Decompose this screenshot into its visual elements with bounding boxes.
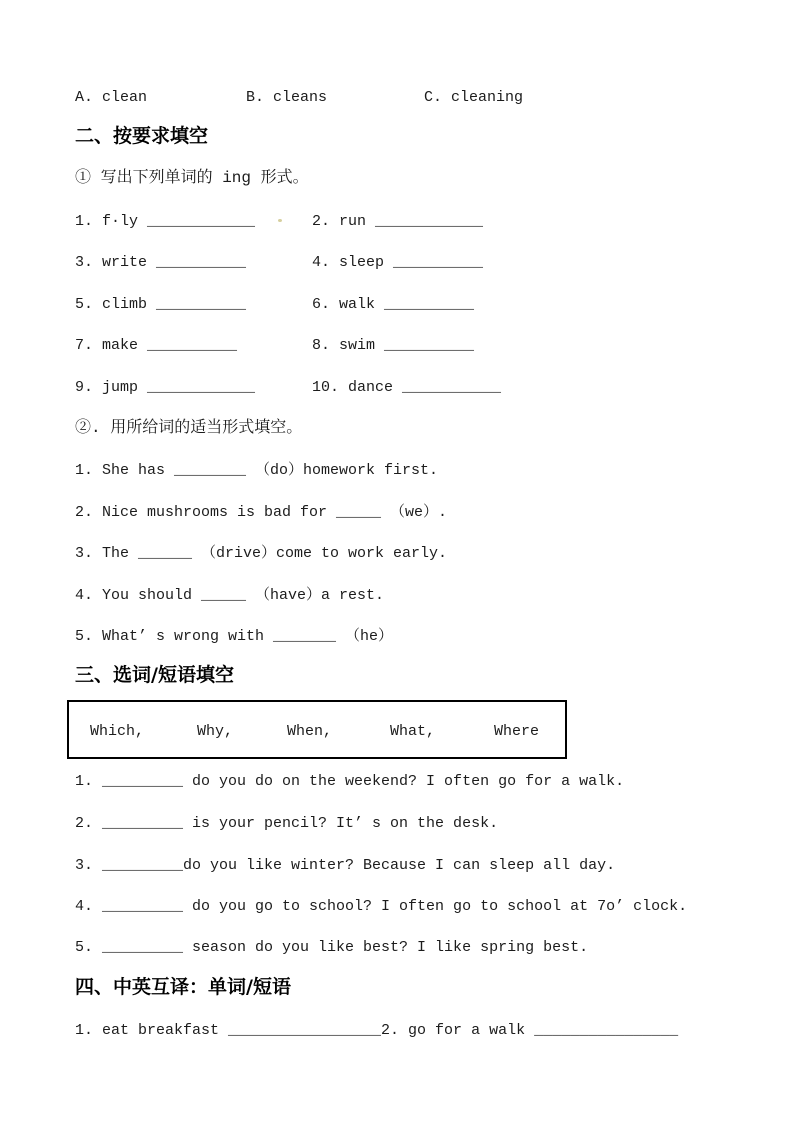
section3-heading: 三、选词/短语填空 xyxy=(75,664,234,686)
ing-item-10: 10. dance ___________ xyxy=(312,379,502,396)
ing-item-6: 6. walk __________ xyxy=(312,296,475,313)
option-a: A. clean xyxy=(75,89,148,106)
word-bank-where: Where xyxy=(494,723,540,740)
section2-part2-instruction: ②. 用所给词的适当形式填空。 xyxy=(75,419,303,437)
fill-item-3: 3. The ______ （drive）come to work early. xyxy=(75,545,448,562)
ing-item-8: 8. swim __________ xyxy=(312,337,475,354)
section2-part1-instruction: ① 写出下列单词的 ing 形式。 xyxy=(75,169,309,187)
section2-heading: 二、按要求填空 xyxy=(75,125,209,147)
choose-item-3: 3. _________do you like winter? Because I can sleep all day. xyxy=(75,857,616,874)
ing-item-1: 1. f·ly ____________ xyxy=(75,213,256,230)
ing-item-2: 2. run ____________ xyxy=(312,213,484,230)
translate-item-1-2: 1. eat breakfast _________________2. go for a walk ________________ xyxy=(75,1022,679,1039)
fill-item-4: 4. You should _____ （have）a rest. xyxy=(75,587,385,604)
fill-item-2: 2. Nice mushrooms is bad for _____ （we）. xyxy=(75,504,448,521)
scan-speck xyxy=(278,219,282,222)
ing-item-3: 3. write __________ xyxy=(75,254,247,271)
fill-item-1: 1. She has ________ （do）homework first. xyxy=(75,462,439,479)
word-bank-why: Why, xyxy=(197,723,234,740)
ing-item-7: 7. make __________ xyxy=(75,337,238,354)
fill-item-5: 5. What’ s wrong with _______ （he） xyxy=(75,628,394,645)
ing-item-5: 5. climb __________ xyxy=(75,296,247,313)
word-bank-when: When, xyxy=(287,723,333,740)
ing-item-9: 9. jump ____________ xyxy=(75,379,256,396)
word-bank-what: What, xyxy=(390,723,436,740)
option-b: B. cleans xyxy=(246,89,328,106)
choose-item-4: 4. _________ do you go to school? I often go to school at 7o’ clock. xyxy=(75,898,688,915)
word-bank-box xyxy=(67,700,567,759)
ing-item-4: 4. sleep __________ xyxy=(312,254,484,271)
option-c: C. cleaning xyxy=(424,89,524,106)
choose-item-2: 2. _________ is your pencil? It’ s on the desk. xyxy=(75,815,499,832)
word-bank-which: Which, xyxy=(90,723,145,740)
choose-item-1: 1. _________ do you do on the weekend? I often go for a walk. xyxy=(75,773,625,790)
choose-item-5: 5. _________ season do you like best? I like spring best. xyxy=(75,939,589,956)
section4-heading: 四、中英互译：单词/短语 xyxy=(75,976,291,998)
